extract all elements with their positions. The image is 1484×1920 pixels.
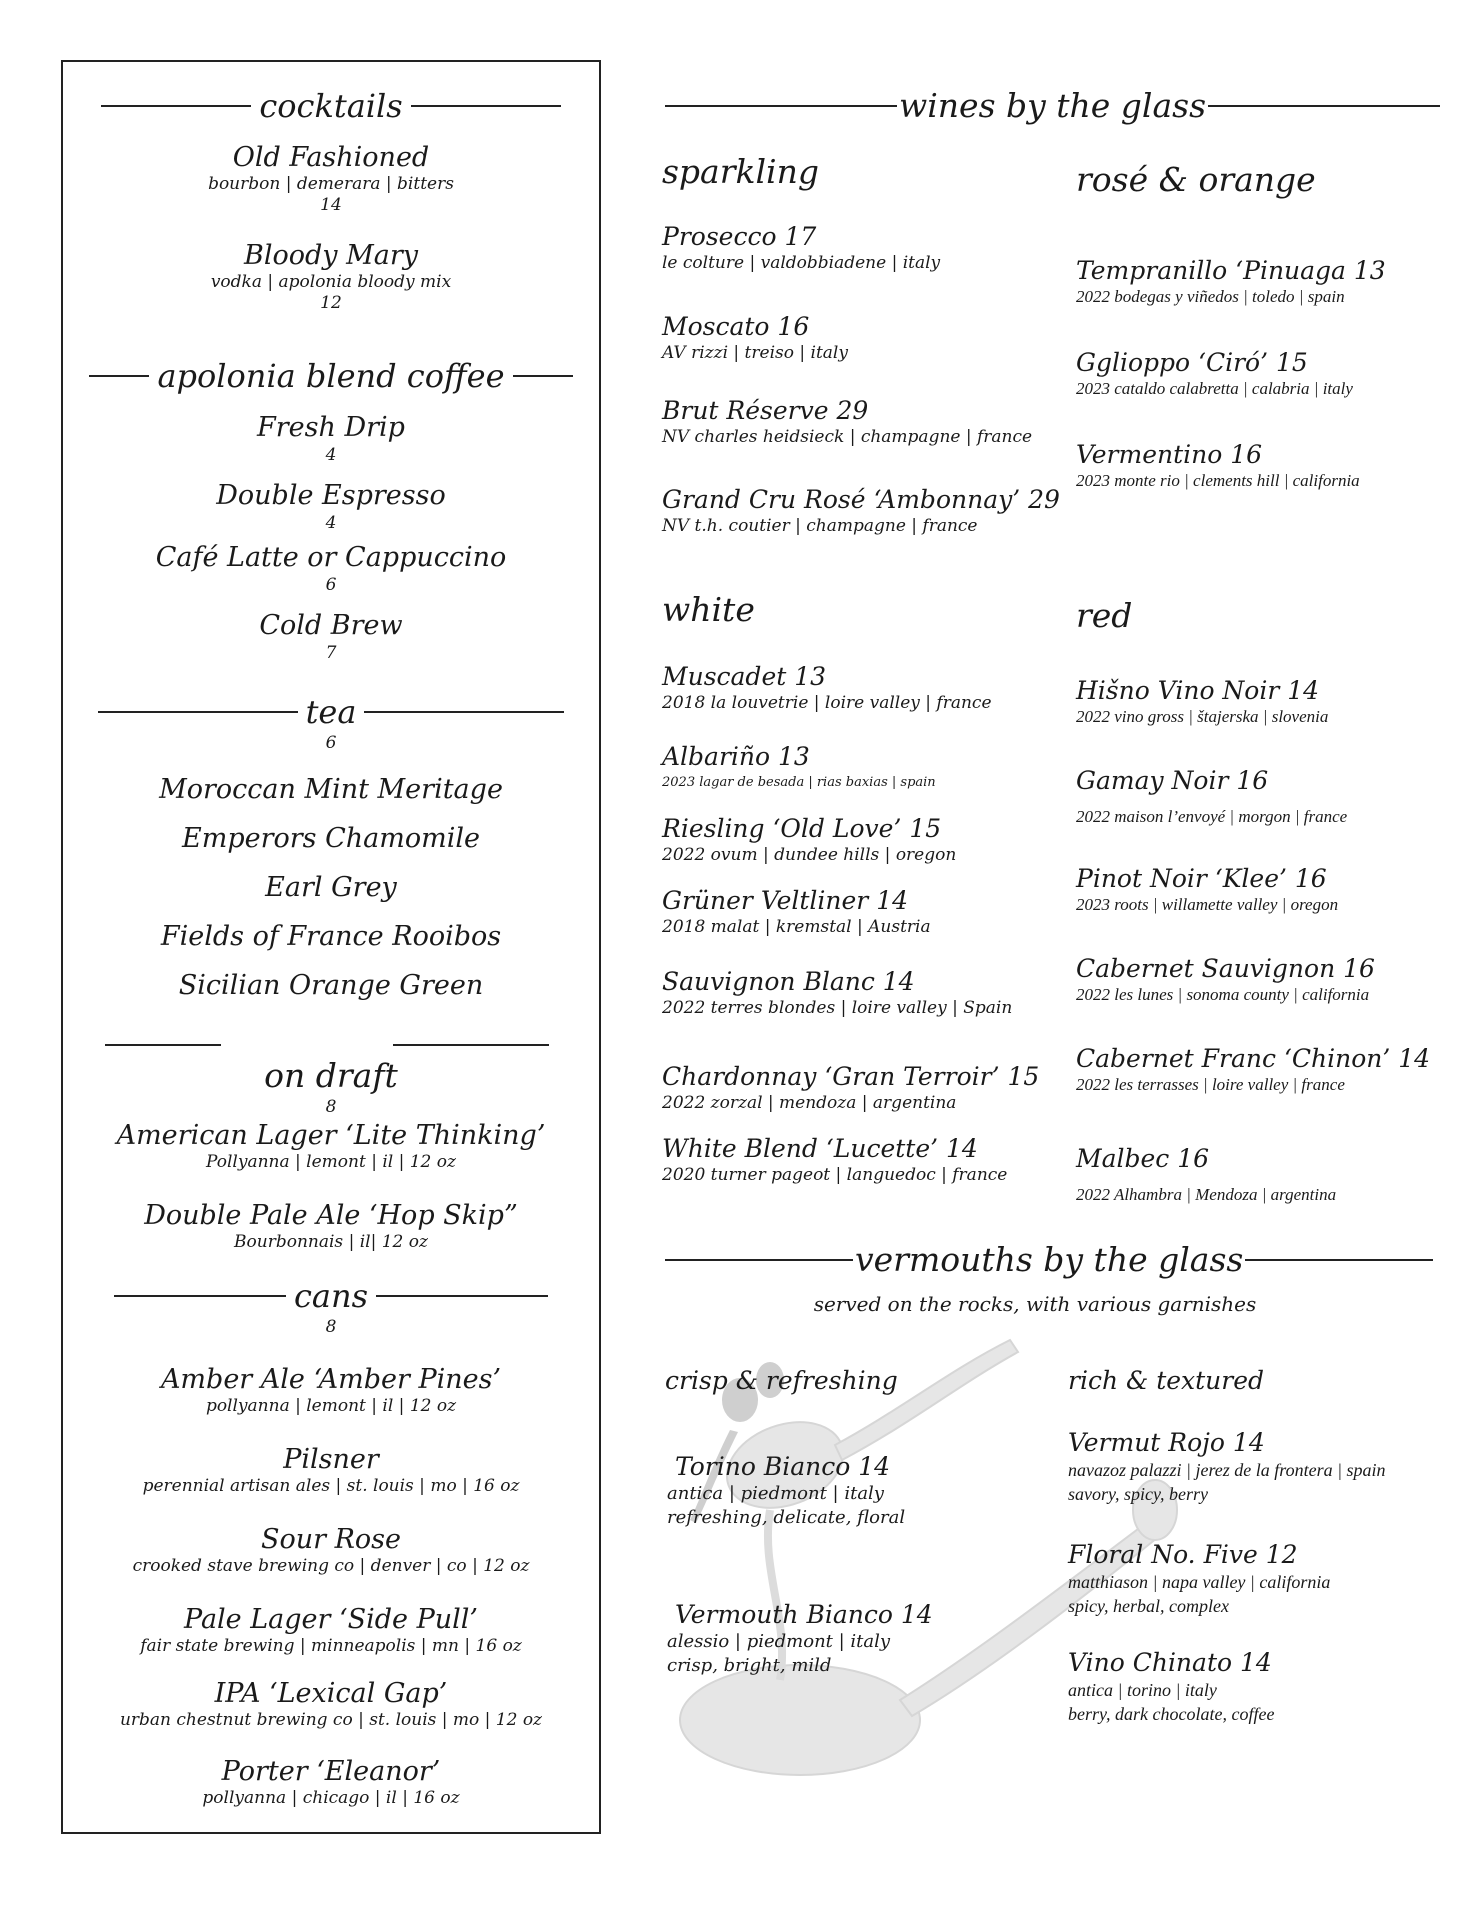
item-name: Amber Ale ‘Amber Pines’: [160, 1364, 502, 1395]
item-price: 4: [325, 445, 337, 465]
wine-name: Muscadet 13: [662, 662, 827, 691]
wine-item: [662, 1062, 1039, 1114]
wine-item: [1076, 1144, 1336, 1206]
item-name: Sour Rose: [260, 1524, 402, 1555]
item-desc: crooked stave brewing co | denver | co | 12 oz: [132, 1556, 530, 1576]
wine-desc: NV t.h. coutier | champagne | france: [662, 516, 978, 536]
menu-item: [63, 412, 599, 466]
wine-item: [662, 967, 1012, 1019]
wine-desc: 2022 maison l’envoyé | morgon | france: [1076, 807, 1348, 826]
white-title: white: [662, 590, 755, 629]
item-desc: pollyanna | chicago | il | 16 oz: [202, 1788, 460, 1808]
menu-item: [63, 1524, 599, 1576]
tea-heading: [63, 693, 599, 731]
coffee-heading: [63, 357, 599, 395]
item-name: Double Pale Ale ‘Hop Skip”: [144, 1200, 518, 1231]
wine-item: [662, 814, 956, 866]
vermouth-item: [1068, 1540, 1330, 1618]
item-price: 6: [325, 575, 337, 595]
wine-name: Tempranillo ‘Pinuaga 13: [1076, 256, 1386, 285]
vermouth-desc: matthiason | napa valley | california: [1068, 1572, 1331, 1592]
item-desc: Pollyanna | lemont | il | 12 oz: [206, 1152, 456, 1172]
wine-name: Prosecco 17: [662, 222, 817, 251]
tea-item: Emperors Chamomile: [182, 823, 480, 854]
wines-title: wines by the glass: [899, 86, 1207, 125]
item-name: Café Latte or Cappuccino: [155, 542, 507, 573]
menu-item: [63, 1678, 599, 1730]
wine-name: Moscato 16: [662, 312, 810, 341]
wine-desc: 2022 Alhambra | Mendoza | argentina: [1076, 1185, 1337, 1204]
wine-desc: 2023 monte rio | clements hill | california: [1076, 471, 1360, 490]
wine-item: [1076, 1044, 1430, 1096]
wine-name: Gglioppo ‘Ciró’ 15: [1076, 348, 1308, 377]
item-desc: bourbon | demerara | bitters: [208, 174, 454, 194]
cocktails-heading: [63, 87, 599, 125]
tea-item: Earl Grey: [265, 872, 397, 903]
wine-desc: 2023 cataldo calabretta | calabria | italy: [1076, 379, 1353, 398]
wine-item: [662, 222, 940, 274]
wine-desc: 2022 les terrasses | loire valley | france: [1076, 1075, 1345, 1094]
wine-desc: 2022 ovum | dundee hills | oregon: [662, 845, 957, 865]
vermouth-item: [667, 1600, 933, 1678]
menu-item: [63, 1120, 599, 1172]
wine-name: Pinot Noir ‘Klee’ 16: [1076, 864, 1327, 893]
menu-item: [63, 1604, 599, 1656]
vermouth-name: Vermouth Bianco 14: [675, 1600, 933, 1629]
vermouths-title: vermouths by the glass: [855, 1240, 1244, 1279]
item-name: Old Fashioned: [232, 142, 430, 173]
cans-title: cans: [293, 1277, 369, 1315]
wine-name: Sauvignon Blanc 14: [662, 967, 915, 996]
item-price: 6: [325, 733, 337, 753]
item-price: 7: [325, 643, 337, 663]
wine-item: [662, 1134, 1007, 1186]
wine-item: [1076, 348, 1353, 400]
wine-name: Malbec 16: [1076, 1144, 1210, 1173]
item-name: Fresh Drip: [257, 412, 405, 443]
tea-title: tea: [305, 693, 357, 731]
menu-item: [63, 542, 599, 596]
wine-name: Vermentino 16: [1076, 440, 1263, 469]
wine-item: [1076, 864, 1338, 916]
rose-title: rosé & orange: [1076, 160, 1316, 199]
vermouths-subtitle: served on the rocks, with various garnishes: [813, 1292, 1257, 1316]
tea-item: Fields of France Rooibos: [160, 921, 502, 952]
wine-item: [662, 312, 848, 364]
wine-name: Grüner Veltliner 14: [662, 886, 909, 915]
draft-title: on draft: [264, 1056, 398, 1095]
wine-name: Cabernet Sauvignon 16: [1076, 954, 1375, 983]
wine-name: White Blend ‘Lucette’ 14: [662, 1134, 978, 1163]
item-name: Bloody Mary: [243, 240, 418, 271]
item-desc: urban chestnut brewing co | st. louis | mo | 12 oz: [119, 1710, 543, 1730]
item-name: Pilsner: [283, 1444, 379, 1475]
cans-heading: [63, 1277, 599, 1315]
wine-name: Riesling ‘Old Love’ 15: [662, 814, 942, 843]
vermouth-notes: berry, dark chocolate, coffee: [1068, 1704, 1275, 1724]
wine-item: [662, 396, 1032, 448]
wine-name: Cabernet Franc ‘Chinon’ 14: [1076, 1044, 1431, 1073]
item-price: 12: [320, 293, 342, 313]
menu-item: [63, 1756, 599, 1808]
item-desc: Bourbonnais | il| 12 oz: [234, 1232, 428, 1252]
wine-item: [1076, 954, 1375, 1006]
item-price: 4: [325, 513, 337, 533]
item-name: Porter ‘Eleanor’: [221, 1756, 441, 1787]
red-title: red: [1076, 596, 1133, 635]
vermouth-item: [1068, 1428, 1386, 1506]
wine-name: Brut Réserve 29: [662, 396, 869, 425]
wine-desc: 2022 les lunes | sonoma county | california: [1076, 985, 1370, 1004]
item-name: American Lager ‘Lite Thinking’: [116, 1120, 546, 1151]
wine-desc: le colture | valdobbiadene | italy: [662, 253, 941, 273]
rich-title: rich & textured: [1068, 1366, 1265, 1395]
vermouth-desc: alessio | piedmont | italy: [667, 1631, 891, 1652]
menu-item: [63, 1200, 599, 1252]
wine-desc: 2020 turner pageot | languedoc | france: [662, 1165, 1008, 1185]
draft-price: 8: [325, 1097, 337, 1117]
spoon-handle-small: [835, 1340, 1018, 1460]
wine-name: Albariño 13: [662, 742, 810, 771]
wine-desc: NV charles heidsieck | champagne | france: [662, 427, 1033, 447]
wine-desc: 2023 roots | willamette valley | oregon: [1076, 895, 1339, 914]
wine-item: [1076, 440, 1360, 492]
wines-heading: [665, 86, 1440, 125]
wine-desc: 2022 bodegas y viñedos | toledo | spain: [1076, 287, 1345, 306]
vermouth-notes: refreshing, delicate, floral: [667, 1507, 906, 1528]
vermouth-name: Floral No. Five 12: [1068, 1540, 1298, 1569]
menu-item: [63, 142, 599, 216]
wine-desc: 2022 zorzal | mendoza | argentina: [662, 1093, 957, 1113]
tea-price: [63, 732, 599, 754]
vermouth-name: Vino Chinato 14: [1068, 1648, 1272, 1677]
wine-name: Hišno Vino Noir 14: [1076, 676, 1320, 705]
wine-desc: 2018 la louvetrie | loire valley | france: [662, 693, 992, 713]
vermouth-desc: antica | piedmont | italy: [667, 1483, 884, 1504]
crisp-title: crisp & refreshing: [665, 1366, 898, 1395]
wine-desc: 2022 terres blondes | loire valley | Spain: [662, 998, 1013, 1018]
vermouth-desc: navazoz palazzi | jerez de la frontera | spain: [1068, 1460, 1386, 1480]
item-name: IPA ‘Lexical Gap’: [214, 1678, 448, 1709]
draft-heading: [63, 1056, 599, 1118]
divider-left: [105, 1044, 221, 1046]
item-name: Pale Lager ‘Side Pull’: [184, 1604, 478, 1635]
menu-item: [63, 1444, 599, 1496]
wine-item: [662, 742, 936, 794]
menu-item: [63, 1364, 599, 1416]
vermouth-desc: antica | torino | italy: [1068, 1680, 1217, 1700]
coffee-title: apolonia blend coffee: [157, 357, 505, 395]
vermouth-name: Torino Bianco 14: [675, 1452, 891, 1481]
item-desc: pollyanna | lemont | il | 12 oz: [205, 1396, 457, 1416]
divider-right: [393, 1044, 549, 1046]
item-desc: fair state brewing | minneapolis | mn | 16 oz: [140, 1636, 522, 1656]
menu-item: [63, 240, 599, 314]
vermouth-name: Vermut Rojo 14: [1068, 1428, 1265, 1457]
vermouth-item: [667, 1452, 905, 1530]
menu-item: [63, 610, 599, 664]
wine-desc: AV rizzi | treiso | italy: [662, 343, 848, 363]
wine-item: [662, 662, 992, 714]
vermouth-notes: spicy, herbal, complex: [1068, 1596, 1229, 1616]
item-desc: vodka | apolonia bloody mix: [210, 272, 452, 292]
vermouth-notes: savory, spicy, berry: [1068, 1484, 1208, 1504]
tea-item: Sicilian Orange Green: [178, 970, 484, 1001]
wine-item: [662, 485, 1060, 537]
item-price: 8: [325, 1317, 337, 1337]
tea-item: Moroccan Mint Meritage: [159, 774, 503, 805]
menu-item: [63, 480, 599, 534]
wine-desc: 2023 lagar de besada | rias baxias | spain: [662, 775, 936, 790]
spoon-bowl-large: [680, 1665, 920, 1775]
cans-price: [63, 1316, 599, 1338]
wine-item: [1076, 766, 1347, 828]
item-price: 14: [320, 195, 342, 215]
wine-item: [1076, 676, 1328, 728]
wine-name: Chardonnay ‘Gran Terroir’ 15: [662, 1062, 1040, 1091]
item-name: Cold Brew: [259, 610, 403, 641]
wine-name: Grand Cru Rosé ‘Ambonnay’ 29: [662, 485, 1060, 514]
item-desc: perennial artisan ales | st. louis | mo | 16 oz: [142, 1476, 520, 1496]
wine-item: [662, 886, 931, 938]
wine-name: Gamay Noir 16: [1076, 766, 1269, 795]
cocktails-title: cocktails: [259, 87, 403, 125]
item-name: Double Espresso: [216, 480, 446, 511]
wine-desc: 2022 vino gross | štajerska | slovenia: [1076, 707, 1329, 726]
wine-item: [1076, 256, 1386, 308]
left-menu-panel: [61, 60, 601, 1834]
sparkling-title: sparkling: [662, 152, 819, 191]
wine-desc: 2018 malat | kremstal | Austria: [662, 917, 931, 937]
vermouth-item: [1068, 1648, 1274, 1726]
vermouths-heading: [665, 1240, 1433, 1279]
vermouth-notes: crisp, bright, mild: [667, 1655, 832, 1676]
